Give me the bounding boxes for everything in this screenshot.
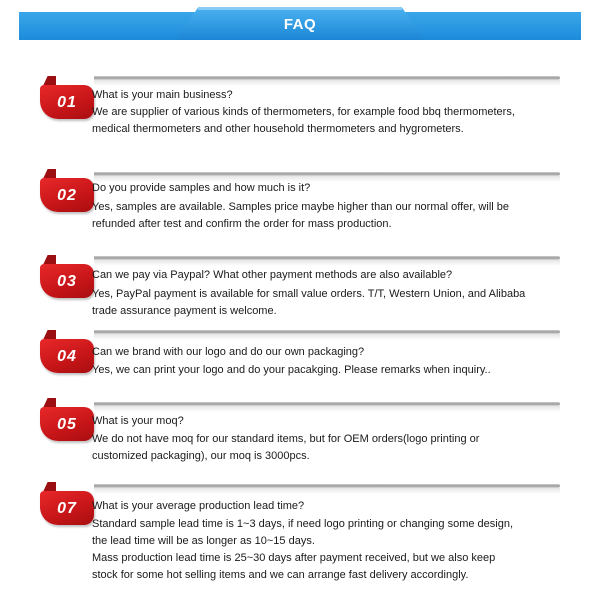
faq-divider: [94, 402, 560, 406]
faq-answer-line: Yes, we can print your logo and do your pacakging. Please remarks when inquiry..: [92, 364, 491, 376]
faq-answer: [92, 199, 562, 233]
faq-answer-line: medical thermometers and other household thermometers and hygrometers.: [92, 123, 464, 135]
faq-question: Can we brand with our logo and do our own packaging?: [92, 346, 365, 358]
faq-question: What is your moq?: [92, 415, 184, 427]
faq-divider: [94, 76, 560, 80]
faq-number: 01: [57, 94, 77, 111]
faq-answer: [92, 431, 562, 465]
faq-number-badge: [40, 339, 94, 375]
faq-answer-line: We are supplier of various kinds of thermometers, for example food bbq thermometers,: [92, 106, 515, 118]
faq-number: 03: [57, 273, 77, 290]
faq-question: Do you provide samples and how much is it?: [92, 182, 311, 194]
faq-number-badge: [40, 491, 94, 527]
faq-question: Can we pay via Paypal? What other payment methods are also available?: [92, 269, 453, 281]
faq-answer: [92, 286, 562, 320]
faq-answer-line: refunded after test and confirm the order for mass production.: [92, 218, 392, 230]
faq-answer-line: Mass production lead time is 25~30 days after payment received, but we also keep: [92, 552, 496, 564]
faq-number-badge: [40, 85, 94, 121]
faq-number-badge: [40, 264, 94, 300]
faq-answer-line: Yes, samples are available. Samples price maybe higher than our normal offer, will be: [92, 201, 510, 213]
faq-answer-line: the lead time will be as longer as 10~15 days.: [92, 535, 315, 547]
faq-number-badge: [40, 407, 94, 443]
faq-answer-line: stock for some hot selling items and we can arrange fast delivery accordingly.: [92, 569, 469, 581]
faq-answer: [92, 516, 562, 584]
faq-answer-line: We do not have moq for our standard items, but for OEM orders(logo printing or: [92, 433, 480, 445]
faq-number: 05: [57, 416, 77, 433]
faq-divider: [94, 484, 560, 488]
faq-answer-line: customized packaging), our moq is 3000pcs.: [92, 450, 310, 462]
faq-number-badge: [40, 178, 94, 214]
faq-answer-line: Standard sample lead time is 1~3 days, if need logo printing or changing some design,: [92, 518, 514, 530]
faq-answer-line: trade assurance payment is welcome.: [92, 305, 277, 317]
faq-divider: [94, 256, 560, 260]
faq-number: 04: [57, 348, 77, 365]
faq-answer: [92, 104, 562, 138]
faq-question: What is your main business?: [92, 89, 233, 101]
faq-number: 07: [57, 500, 77, 517]
faq-divider: [94, 330, 560, 334]
faq-title: FAQ: [283, 16, 317, 33]
faq-question: What is your average production lead time?: [92, 500, 305, 512]
faq-answer: [92, 362, 562, 379]
faq-number: 02: [57, 187, 77, 204]
faq-answer-line: Yes, PayPal payment is available for small value orders. T/T, Western Union, and Alibaba: [92, 288, 526, 300]
faq-divider: [94, 172, 560, 176]
